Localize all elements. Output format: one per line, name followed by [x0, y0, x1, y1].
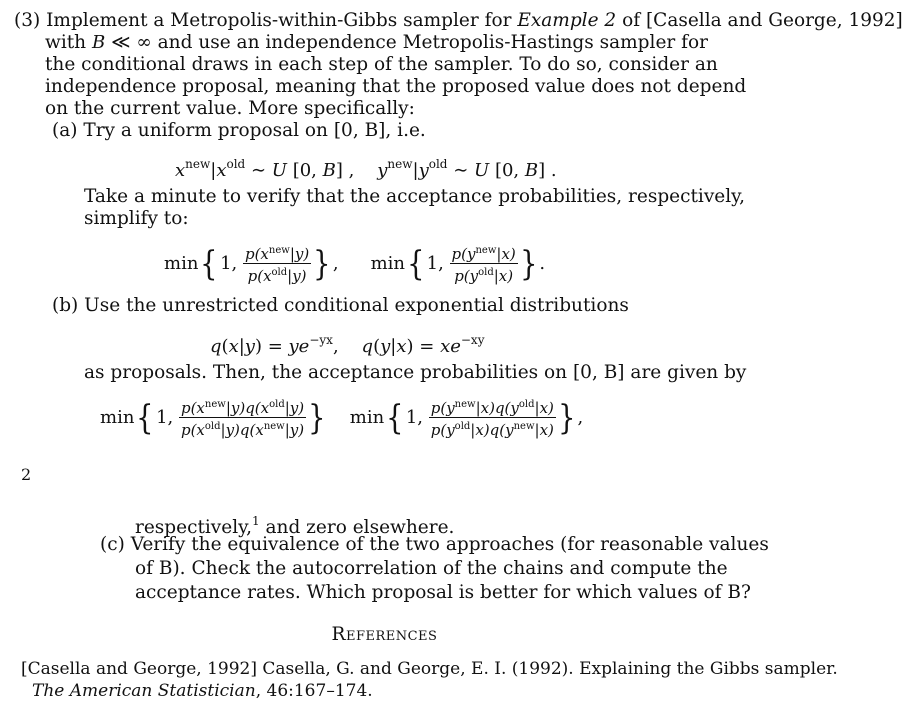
part-c-line-3: acceptance rates. Which proposal is better for which values of B?: [135, 582, 751, 603]
reference-entry-line-2: The American Statistician, 46:167–174.: [32, 681, 373, 701]
continued-text: respectively,$^1$ and zero elsewhere.: [135, 514, 455, 538]
equation-uniform-proposal: $x^{new}|x^{old}$ ∼ U [0, B] , $y^{new}|y^{old}$ ∼ U [0, B] .: [175, 157, 557, 181]
problem-number: (3): [14, 10, 41, 31]
problem-line-2: with B ≪ ∞ and use an independence Metropolis-Hastings sampler for: [45, 32, 708, 53]
part-c-line-2: of B). Check the autocorrelation of the chains and compute the: [135, 558, 728, 579]
problem-line-4: independence proposal, meaning that the proposed value does not depend: [45, 76, 747, 97]
page-number: 2: [21, 465, 32, 484]
part-b-label: (b): [52, 295, 79, 316]
problem-line-3: the conditional draws in each step of the sampler. To do so, consider an: [45, 54, 718, 75]
part-a-text-1: Take a minute to verify that the acceptance probabilities, respectively,: [84, 186, 746, 207]
part-b-text-1: as proposals. Then, the acceptance probabilities on [0, B] are given by: [84, 362, 747, 383]
part-c-line-1: (c) Verify the equivalence of the two approaches (for reasonable values: [100, 534, 769, 555]
part-c-label: (c): [100, 534, 125, 555]
part-a-text-2: simplify to:: [84, 208, 189, 229]
equation-exponential-proposal: $q(x|y) = ye^{-yx}$, $q(y|x) = xe^{-xy}$: [210, 333, 485, 357]
part-b-intro: (b) Use the unrestricted conditional exponential distributions: [52, 295, 629, 316]
problem-line-5: on the current value. More specifically:: [45, 98, 415, 119]
footnote-mark[interactable]: 1: [251, 514, 260, 528]
part-a-intro: (a) Try a uniform proposal on [0, B], i.e.: [52, 120, 426, 141]
reference-journal: The American Statistician: [32, 681, 256, 701]
problem-line-1: (3) Implement a Metropolis-within-Gibbs sampler for Example 2 of [Casella and George, 1992]: [14, 10, 903, 31]
equation-acceptance-b: min { 1, $\frac{p(x^{new}|y)q(x^{old}|y)}{p(x^{old}|y)q(x^{new}|y)}$ } min { 1, $\frac{p(y^{new}|x)q(y^{old}|x)}{p(y^{old}|x)q(y^{new}|x)}$ } ,: [100, 397, 584, 439]
equation-acceptance-a: min { 1, $\frac{p(x^{new}|y)}{p(x^{old}|y)}$ } , min { 1, $\frac{p(y^{new}|x)}{p(y^{old}|x)}$ } .: [164, 243, 546, 285]
part-a-label: (a): [52, 120, 78, 141]
reference-entry-line-1: [Casella and George, 1992] Casella, G. and George, E. I. (1992). Explaining the Gibbs sampler.: [21, 659, 838, 679]
references-heading: References: [331, 624, 438, 645]
